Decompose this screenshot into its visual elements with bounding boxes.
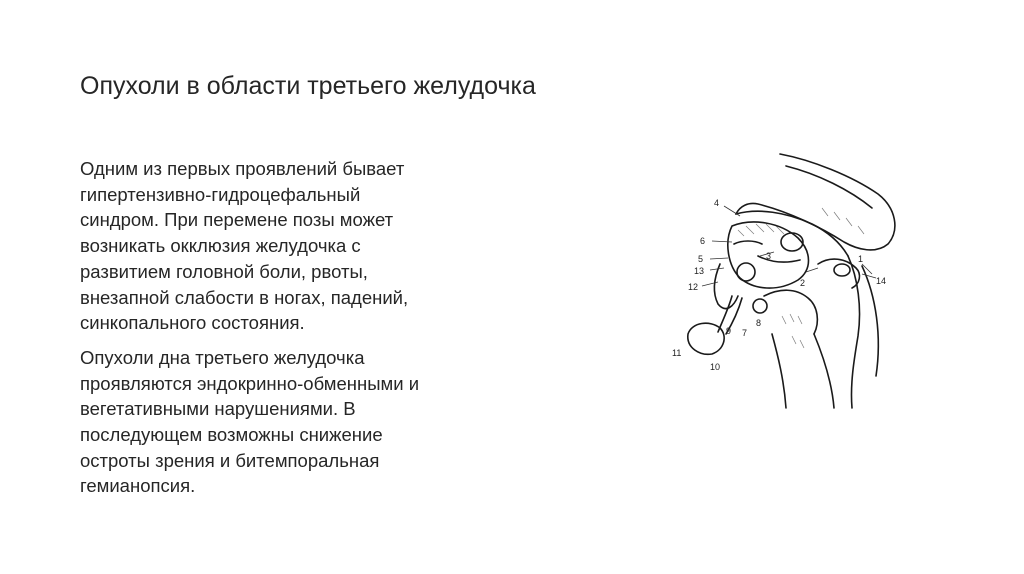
label-14: 14	[876, 276, 887, 286]
label-1: 1	[858, 254, 864, 264]
paragraph-symptoms: Одним из первых проявлений бывает гипертензивно-гидроцефальный синдром. При перемене позы может возникать окклюзия желудочка с развитием головной боли, рвоты, внезапной слабости в ногах, падений, синкопального состояния.	[80, 158, 409, 334]
paragraph-floor-tumors: Опухоли дна третьего желудочка проявляются эндокринно-обменными и вегетативными нарушениями. В последующем возможны снижение остроты зрения и битемпоральная гемианопсия.	[80, 346, 420, 497]
brain-diagram-drawing	[662, 146, 900, 414]
label-2: 2	[800, 278, 806, 288]
label-12: 12	[688, 282, 699, 292]
slide-body	[80, 156, 530, 499]
brain-diagram	[662, 146, 900, 414]
label-9: 9	[726, 326, 732, 336]
label-6: 6	[700, 236, 706, 246]
label-8: 8	[756, 318, 762, 328]
label-3: 3	[766, 251, 772, 261]
label-5: 5	[698, 254, 704, 264]
label-11: 11	[672, 348, 682, 358]
label-7: 7	[742, 328, 748, 338]
label-13: 13	[694, 266, 705, 276]
label-10: 10	[710, 362, 721, 372]
slide-title: Опухоли в области третьего желудочка	[80, 72, 536, 100]
label-4: 4	[714, 198, 720, 208]
